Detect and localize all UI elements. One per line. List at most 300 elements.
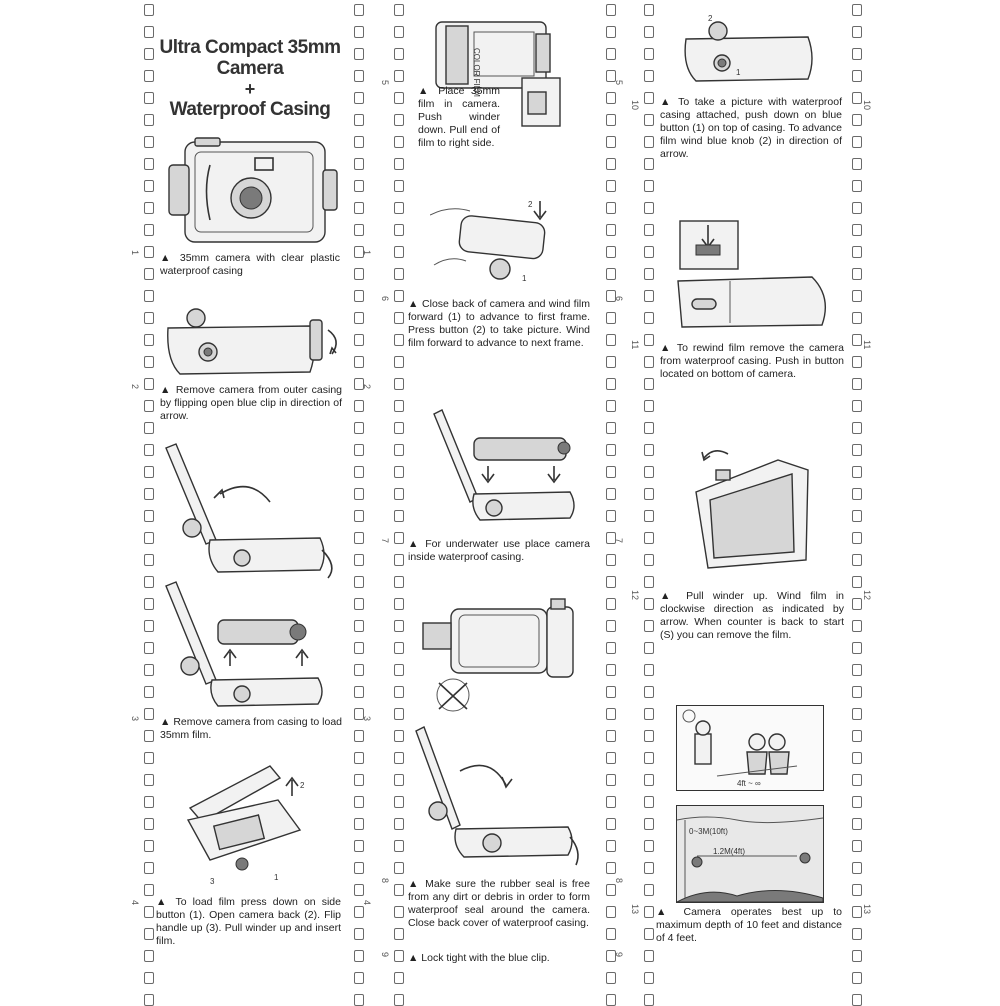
frame-number: 1 [130, 250, 140, 256]
title-line-1: Ultra Compact 35mm Camera [159, 37, 341, 79]
frame-number: 3 [362, 716, 372, 722]
sprocket-hole [394, 158, 404, 170]
sprocket-hole [606, 642, 616, 654]
sprocket-hole [852, 290, 862, 302]
sprocket-hole [394, 642, 404, 654]
sprocket-hole [144, 158, 154, 170]
sprocket-hole [606, 796, 616, 808]
sprocket-hole [852, 48, 862, 60]
sprocket-hole [644, 312, 654, 324]
sprocket-hole [394, 70, 404, 82]
sprocket-hole [606, 598, 616, 610]
sprocket-hole [606, 884, 616, 896]
frame-number: 12 [630, 590, 640, 601]
sprocket-hole [852, 862, 862, 874]
sprocket-hole [606, 906, 616, 918]
sprocket-hole [644, 796, 654, 808]
sprocket-hole [852, 4, 862, 16]
sprocket-hole [144, 576, 154, 588]
sprocket-hole [354, 686, 364, 698]
sprocket-hole [644, 290, 654, 302]
insert-camera-illustration [430, 408, 590, 530]
sprocket-hole [852, 224, 862, 236]
sprocket-hole [644, 862, 654, 874]
sprocket-hole [852, 202, 862, 214]
sprocket-hole [852, 928, 862, 940]
sprocket-hole [144, 180, 154, 192]
step-caption: ▲ Remove camera from outer casing by flipping open blue clip in direction of arrow. [160, 384, 342, 422]
sprocket-hole [144, 246, 154, 258]
sprocket-hole [394, 994, 404, 1006]
sprocket-hole [852, 136, 862, 148]
sprocket-hole [644, 642, 654, 654]
frame-number: 12 [862, 590, 872, 601]
sprocket-hole [394, 884, 404, 896]
sprocket-hole [354, 642, 364, 654]
depth-label-1: 0~3M(10ft) [689, 827, 728, 836]
sprocket-hole [644, 70, 654, 82]
sprocket-hole [394, 268, 404, 280]
label-3: 3 [210, 877, 215, 886]
frame-number: 4 [362, 900, 372, 906]
sprocket-hole [644, 950, 654, 962]
frame-number: 6 [380, 296, 390, 302]
sprocket-hole [354, 884, 364, 896]
sprocket-hole [394, 290, 404, 302]
step-caption: ▲ Pull winder up. Wind film in clockwise direction as indicated by arrow. When counter is back to start (S) you can remove the film. [660, 590, 844, 641]
sprocket-hole [644, 466, 654, 478]
sprocket-hole [606, 114, 616, 126]
sprocket-hole [606, 312, 616, 324]
sprocket-hole [852, 532, 862, 544]
sprocket-holes-col-2 [354, 0, 366, 1000]
sprocket-hole [394, 620, 404, 632]
sprocket-hole [644, 246, 654, 258]
sprocket-hole [852, 356, 862, 368]
sprocket-hole [606, 730, 616, 742]
label-1: 1 [274, 873, 279, 882]
frame-number: 13 [630, 904, 640, 915]
sprocket-hole [606, 840, 616, 852]
sprocket-hole [644, 664, 654, 676]
sprocket-hole [144, 532, 154, 544]
sprocket-hole [144, 642, 154, 654]
sprocket-hole [354, 224, 364, 236]
sprocket-hole [644, 598, 654, 610]
sprocket-hole [354, 796, 364, 808]
sprocket-hole [144, 950, 154, 962]
sprocket-hole [644, 510, 654, 522]
sprocket-hole [394, 708, 404, 720]
open-casing-illustration [160, 440, 340, 580]
sprocket-hole [394, 114, 404, 126]
sprocket-hole [644, 48, 654, 60]
sprocket-hole [852, 158, 862, 170]
sprocket-hole [394, 862, 404, 874]
sprocket-hole [852, 466, 862, 478]
frame-number: 1 [362, 250, 372, 256]
sprocket-hole [394, 202, 404, 214]
sprocket-hole [144, 510, 154, 522]
sprocket-hole [644, 774, 654, 786]
sprocket-hole [144, 686, 154, 698]
sprocket-hole [606, 158, 616, 170]
sprocket-hole [606, 180, 616, 192]
sprocket-hole [354, 554, 364, 566]
sprocket-hole [644, 884, 654, 896]
sprocket-hole [644, 686, 654, 698]
sprocket-hole [852, 70, 862, 82]
frame-number: 9 [380, 952, 390, 958]
sprocket-hole [606, 928, 616, 940]
sprocket-hole [394, 180, 404, 192]
sprocket-hole [394, 26, 404, 38]
sprocket-hole [606, 224, 616, 236]
sprocket-hole [852, 92, 862, 104]
frame-number: 11 [862, 340, 872, 350]
sprocket-hole [852, 576, 862, 588]
sprocket-hole [644, 554, 654, 566]
sprocket-hole [144, 862, 154, 874]
sprocket-hole [644, 576, 654, 588]
sprocket-hole [394, 818, 404, 830]
frame-number: 2 [130, 384, 140, 390]
sprocket-hole [644, 4, 654, 16]
page-title [150, 38, 350, 120]
sprocket-hole [144, 554, 154, 566]
sprocket-hole [644, 972, 654, 984]
sprocket-hole [852, 180, 862, 192]
sprocket-hole [394, 532, 404, 544]
step-caption: ▲ For underwater use place camera inside waterproof casing. [408, 538, 590, 563]
sprocket-hole [394, 950, 404, 962]
step-caption: ▲ To rewind film remove the camera from waterproof casing. Push in button located on bottom of camera. [660, 342, 844, 380]
sprocket-holes-col-3 [394, 0, 406, 1000]
frame-number: 3 [130, 716, 140, 722]
sprocket-hole [606, 136, 616, 148]
sprocket-hole [354, 114, 364, 126]
camera-in-casing-illustration [165, 130, 340, 250]
frame-number: 5 [614, 80, 624, 86]
sprocket-hole [852, 554, 862, 566]
sprocket-hole [852, 400, 862, 412]
sprocket-hole [852, 972, 862, 984]
sprocket-hole [394, 752, 404, 764]
sprocket-hole [354, 730, 364, 742]
sprocket-hole [144, 202, 154, 214]
sprocket-hole [144, 708, 154, 720]
sprocket-hole [606, 554, 616, 566]
sprocket-hole [354, 26, 364, 38]
sprocket-hole [354, 598, 364, 610]
sprocket-hole [354, 466, 364, 478]
sprocket-hole [644, 202, 654, 214]
sprocket-hole [394, 664, 404, 676]
sprocket-hole [852, 774, 862, 786]
sprocket-hole [144, 906, 154, 918]
rubber-seal-illustration [415, 595, 585, 720]
rewind-film-illustration [672, 215, 837, 335]
sprocket-holes-col-4 [606, 0, 618, 1000]
sprocket-hole [354, 70, 364, 82]
pull-winder-illustration [690, 440, 820, 580]
sprocket-hole [144, 796, 154, 808]
sprocket-hole [394, 4, 404, 16]
label-1: 1 [522, 274, 527, 283]
sprocket-hole [644, 378, 654, 390]
sprocket-hole [606, 378, 616, 390]
label-2: 2 [708, 15, 713, 23]
sprocket-hole [606, 268, 616, 280]
sprocket-hole [394, 554, 404, 566]
sprocket-hole [606, 576, 616, 588]
sprocket-hole [852, 818, 862, 830]
distance-illustration [676, 705, 824, 791]
sprocket-hole [606, 400, 616, 412]
sprocket-hole [354, 752, 364, 764]
sprocket-hole [644, 488, 654, 500]
sprocket-hole [354, 576, 364, 588]
sprocket-hole [606, 818, 616, 830]
frame-number: 7 [380, 538, 390, 544]
frame-number: 5 [380, 80, 390, 86]
close-casing-illustration [410, 725, 590, 875]
sprocket-hole [852, 840, 862, 852]
sprocket-hole [606, 334, 616, 346]
sprocket-hole [852, 642, 862, 654]
frame-number: 8 [380, 878, 390, 884]
sprocket-hole [144, 840, 154, 852]
sprocket-hole [606, 620, 616, 632]
sprocket-hole [394, 92, 404, 104]
sprocket-hole [852, 620, 862, 632]
sprocket-hole [354, 180, 364, 192]
sprocket-hole [144, 664, 154, 676]
sprocket-hole [852, 598, 862, 610]
frame-number: 11 [630, 340, 640, 350]
frame-number: 13 [862, 904, 872, 915]
sprocket-hole [852, 994, 862, 1006]
step-caption: ▲ Lock tight with the blue clip. [408, 952, 550, 964]
sprocket-hole [354, 906, 364, 918]
sprocket-hole [644, 708, 654, 720]
sprocket-hole [354, 928, 364, 940]
sprocket-hole [644, 730, 654, 742]
sprocket-hole [606, 92, 616, 104]
sprocket-hole [394, 774, 404, 786]
sprocket-hole [144, 994, 154, 1006]
sprocket-hole [144, 620, 154, 632]
sprocket-hole [354, 488, 364, 500]
frame-number: 6 [614, 296, 624, 302]
sprocket-hole [144, 422, 154, 434]
sprocket-holes-col-6 [852, 0, 864, 1000]
sprocket-hole [144, 466, 154, 478]
sprocket-hole [644, 136, 654, 148]
sprocket-hole [394, 488, 404, 500]
sprocket-hole [644, 422, 654, 434]
sprocket-hole [852, 268, 862, 280]
frame-number: 2 [362, 384, 372, 390]
sprocket-hole [354, 334, 364, 346]
sprocket-hole [394, 796, 404, 808]
sprocket-hole [354, 994, 364, 1006]
sprocket-hole [644, 840, 654, 852]
step-caption: ▲ To load film press down on side button (1). Open camera back (2). Flip handle up (3). Pull winder up and insert film. [156, 896, 341, 947]
sprocket-hole [852, 114, 862, 126]
sprocket-hole [394, 48, 404, 60]
sprocket-hole [852, 246, 862, 258]
sprocket-hole [852, 752, 862, 764]
sprocket-hole [852, 510, 862, 522]
sprocket-hole [394, 598, 404, 610]
sprocket-hole [394, 334, 404, 346]
sprocket-hole [354, 532, 364, 544]
sprocket-hole [852, 796, 862, 808]
depth-label-2: 1.2M(4ft) [713, 847, 746, 856]
sprocket-hole [394, 378, 404, 390]
distance-label: 4ft ~ ∞ [737, 779, 761, 788]
wind-film-illustration [430, 195, 570, 295]
sprocket-hole [606, 48, 616, 60]
sprocket-hole [394, 224, 404, 236]
sprocket-hole [144, 730, 154, 742]
sprocket-hole [354, 950, 364, 962]
sprocket-hole [852, 664, 862, 676]
sprocket-hole [606, 202, 616, 214]
sprocket-hole [644, 752, 654, 764]
sprocket-hole [144, 818, 154, 830]
sprocket-hole [644, 180, 654, 192]
sprocket-hole [606, 26, 616, 38]
sprocket-hole [852, 312, 862, 324]
sprocket-hole [644, 532, 654, 544]
sprocket-hole [354, 4, 364, 16]
sprocket-hole [852, 906, 862, 918]
sprocket-hole [644, 444, 654, 456]
sprocket-hole [852, 488, 862, 500]
sprocket-hole [144, 598, 154, 610]
sprocket-hole [354, 92, 364, 104]
load-film-illustration [180, 760, 330, 890]
sprocket-hole [144, 136, 154, 148]
sprocket-hole [354, 422, 364, 434]
sprocket-hole [606, 708, 616, 720]
label-2: 2 [300, 781, 305, 790]
sprocket-hole [644, 906, 654, 918]
sprocket-hole [606, 752, 616, 764]
sprocket-hole [144, 290, 154, 302]
sprocket-hole [644, 114, 654, 126]
sprocket-hole [354, 158, 364, 170]
sprocket-holes-col-1 [144, 0, 156, 1000]
sprocket-hole [606, 4, 616, 16]
sprocket-hole [852, 884, 862, 896]
step-caption: ▲ Place 35mm film in camera. Push winder down. Pull end of film to right side. [418, 85, 500, 149]
label-2: 2 [528, 200, 533, 209]
sprocket-hole [606, 774, 616, 786]
sprocket-hole [354, 818, 364, 830]
sprocket-hole [354, 356, 364, 368]
sprocket-hole [144, 378, 154, 390]
sprocket-hole [144, 928, 154, 940]
frame-number: 8 [614, 878, 624, 884]
sprocket-hole [606, 488, 616, 500]
sprocket-hole [394, 246, 404, 258]
step-caption: ▲ Close back of camera and wind film forward (1) to advance to first frame. Press button (2) to take picture. Wind film forward to advance to next frame. [408, 298, 590, 349]
sprocket-hole [606, 246, 616, 258]
title-line-2: Waterproof Casing [169, 98, 331, 120]
sprocket-hole [144, 400, 154, 412]
sprocket-hole [144, 488, 154, 500]
depth-illustration [676, 805, 824, 903]
sprocket-hole [394, 928, 404, 940]
sprocket-hole [644, 26, 654, 38]
sprocket-hole [144, 4, 154, 16]
take-picture-illustration [680, 15, 830, 95]
camera-removed-illustration [160, 580, 340, 710]
sprocket-hole [852, 378, 862, 390]
sprocket-hole [852, 730, 862, 742]
sprocket-holes-col-5 [644, 0, 656, 1000]
sprocket-hole [354, 840, 364, 852]
step-caption: ▲ 35mm camera with clear plastic waterproof casing [160, 252, 340, 277]
sprocket-hole [354, 400, 364, 412]
sprocket-hole [394, 136, 404, 148]
sprocket-hole [354, 862, 364, 874]
sprocket-hole [354, 290, 364, 302]
frame-number: 7 [614, 538, 624, 544]
frame-number: 10 [862, 100, 872, 111]
step-caption: ▲ Make sure the rubber seal is free from any dirt or debris in order to form waterproof seal around the camera. Close back cover of waterproof casing. [408, 878, 590, 929]
frame-number: 9 [614, 952, 624, 958]
sprocket-hole [144, 774, 154, 786]
remove-camera-illustration [160, 300, 350, 380]
sprocket-hole [644, 268, 654, 280]
sprocket-hole [852, 422, 862, 434]
sprocket-hole [606, 422, 616, 434]
sprocket-hole [644, 334, 654, 346]
sprocket-hole [144, 224, 154, 236]
film-label: COLOR FILM [472, 48, 481, 97]
sprocket-hole [144, 884, 154, 896]
sprocket-hole [144, 444, 154, 456]
sprocket-hole [354, 312, 364, 324]
sprocket-hole [144, 268, 154, 280]
sprocket-hole [354, 774, 364, 786]
sprocket-hole [144, 312, 154, 324]
sprocket-hole [644, 356, 654, 368]
sprocket-hole [394, 972, 404, 984]
sprocket-hole [394, 906, 404, 918]
sprocket-hole [852, 950, 862, 962]
sprocket-hole [394, 576, 404, 588]
sprocket-hole [394, 840, 404, 852]
sprocket-hole [144, 334, 154, 346]
sprocket-hole [394, 356, 404, 368]
sprocket-hole [354, 48, 364, 60]
sprocket-hole [144, 356, 154, 368]
sprocket-hole [644, 224, 654, 236]
sprocket-hole [852, 444, 862, 456]
sprocket-hole [354, 444, 364, 456]
sprocket-hole [606, 444, 616, 456]
title-plus: + [244, 78, 256, 99]
sprocket-hole [644, 620, 654, 632]
label-1: 1 [736, 68, 741, 77]
sprocket-hole [354, 136, 364, 148]
sprocket-hole [354, 510, 364, 522]
